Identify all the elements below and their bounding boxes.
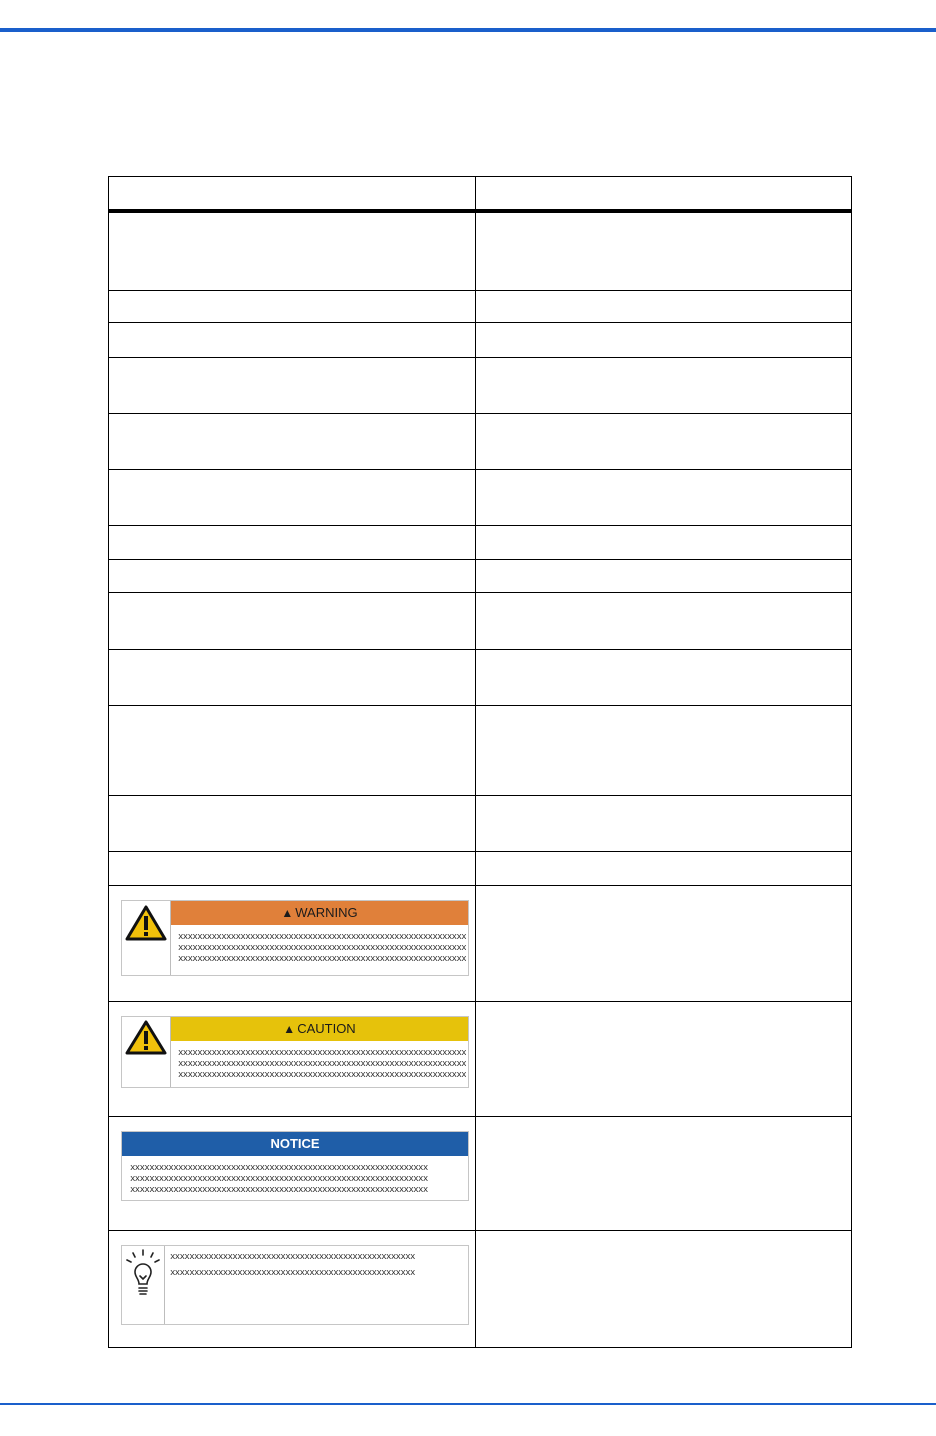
- table-row: [109, 322, 852, 357]
- footer-rule: [0, 1403, 936, 1405]
- table-row: [109, 1001, 852, 1116]
- icon-cell: [122, 1246, 165, 1324]
- header-cell: [476, 177, 852, 212]
- table-row: [109, 1116, 852, 1230]
- icon-cell: [122, 1017, 171, 1087]
- conventions-table: [108, 176, 852, 1348]
- table-row: [109, 357, 852, 413]
- sample-cell: [109, 885, 476, 1001]
- warning-sample: [121, 900, 469, 976]
- table-row: [109, 413, 852, 469]
- table-row: [109, 1230, 852, 1347]
- table-row: [109, 559, 852, 592]
- notice-text: xxxxxxxxxxxxxxxxxxxxxxxxxxxxxxxxxxxxxxxxxxxxxxxxxxxxxxxxxxxxxx xxxxxxxxxxxxxxxxxxxxxxxxxxxxxxxxxxxxxxxxxxxxxxxxxxxxxxxxxxxxxx xxxxxxxxxxxxxxxxxxxxxxxxxxxxxxxxxxxxxxxxxxxxxxxxxxxxxxxxxxxxxx: [130, 1162, 428, 1195]
- table-row: [109, 469, 852, 525]
- warning-small-icon: ▲: [281, 905, 294, 920]
- caution-text: xxxxxxxxxxxxxxxxxxxxxxxxxxxxxxxxxxxxxxxxxxxxxxxxxxxxxxxxxxxx xxxxxxxxxxxxxxxxxxxxxxxxxxxxxxxxxxxxxxxxxxxxxxxxxxxxxxxxxxxx xxxxxxxxxxxxxxxxxxxxxxxxxxxxxxxxxxxxxxxxxxxxxxxxxxxxxxxxxxxx: [178, 1047, 466, 1080]
- table-row: [109, 525, 852, 559]
- table-row: [109, 795, 852, 851]
- notice-heading: NOTICE: [122, 1132, 468, 1156]
- sample-cell: [109, 1230, 476, 1347]
- table-row: [109, 290, 852, 322]
- warning-text: xxxxxxxxxxxxxxxxxxxxxxxxxxxxxxxxxxxxxxxxxxxxxxxxxxxxxxxxxxxx xxxxxxxxxxxxxxxxxxxxxxxxxxxxxxxxxxxxxxxxxxxxxxxxxxxxxxxxxxxx xxxxxxxxxxxxxxxxxxxxxxxxxxxxxxxxxxxxxxxxxxxxxxxxxxxxxxxxxxxx: [178, 931, 466, 964]
- notice-sample: [121, 1131, 469, 1201]
- tip-text: xxxxxxxxxxxxxxxxxxxxxxxxxxxxxxxxxxxxxxxxxxxxxxxxxxx xxxxxxxxxxxxxxxxxxxxxxxxxxxxxxxxxxxxxxxxxxxxxxxxxxx: [170, 1251, 415, 1278]
- table-row: [109, 705, 852, 795]
- table-row: [109, 211, 852, 290]
- sample-cell: [109, 1001, 476, 1116]
- table-row: [109, 649, 852, 705]
- caution-sample: [121, 1016, 469, 1088]
- table-row: [109, 885, 852, 1001]
- table-header-row: [109, 177, 852, 212]
- tip-sample: [121, 1245, 469, 1325]
- lightbulb-icon: [122, 1246, 164, 1306]
- warning-triangle-icon: [122, 901, 170, 975]
- table-row: [109, 851, 852, 885]
- warning-triangle-icon: [122, 1017, 170, 1087]
- icon-cell: [122, 901, 171, 975]
- caution-heading: ▲ CAUTION: [171, 1017, 468, 1041]
- caution-small-icon: ▲: [283, 1021, 296, 1036]
- sample-cell: [109, 1116, 476, 1230]
- warning-heading: ▲ WARNING: [171, 901, 468, 925]
- header-cell: [109, 177, 476, 212]
- table-row: [109, 592, 852, 649]
- header-rule: [0, 28, 936, 32]
